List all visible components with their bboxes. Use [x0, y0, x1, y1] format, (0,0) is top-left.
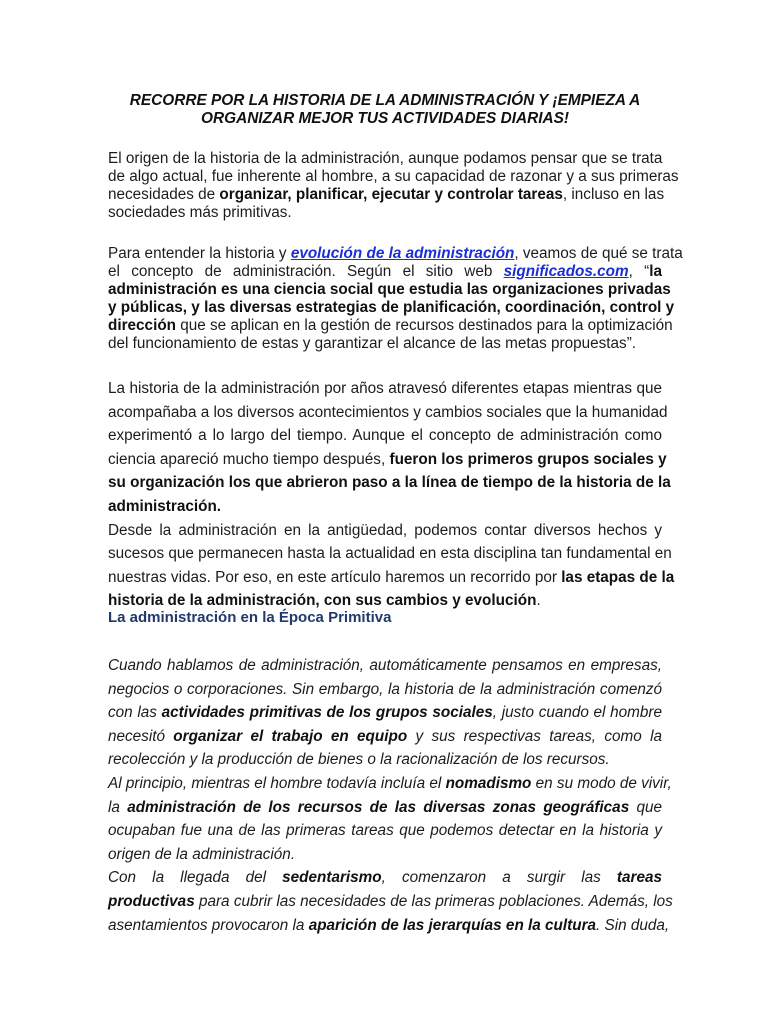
- text-line: Desde la administración en la antigüedad, podemos contar diversos hechos y: [108, 521, 662, 539]
- bold-text: tareas: [616, 869, 662, 887]
- text-line: sucesos que permanecen hasta la actualidad en esta disciplina tan fundamental en: [108, 545, 672, 563]
- significados-link[interactable]: significados.com: [503, 263, 629, 280]
- text-line: Al principio, mientras el hombre todavía incluía el nomadismo en su modo de vivir,: [108, 774, 672, 792]
- text-line: sociedades más primitivas.: [108, 204, 292, 221]
- intro-paragraph: [108, 150, 679, 222]
- bold-text: actividades primitivas de los grupos sociales: [161, 704, 493, 722]
- text-line: negocios o corporaciones. Sin embargo, la historia de la administración comenzó: [108, 680, 662, 698]
- text-line: [108, 281, 671, 299]
- text-line: dirección que se aplican en la gestión de recursos destinados para la optimización: [108, 317, 673, 334]
- text-line: necesidades de organizar, planificar, ejecutar y controlar tareas, incluso en las: [108, 186, 665, 203]
- bold-text: administración.: [108, 497, 222, 515]
- text-line: ciencia apareció mucho tiempo después, fueron los primeros grupos sociales y: [108, 450, 667, 468]
- text-line: Cuando hablamos de administración, automáticamente pensamos en empresas,: [108, 657, 662, 674]
- bold-text: nomadismo: [445, 774, 532, 792]
- text-line: de algo actual, fue inherente al hombre, a su capacidad de razonar y a sus primeras: [108, 168, 679, 185]
- bold-text: administración es una ciencia social que estudia las organizaciones privadas: [108, 281, 671, 298]
- text-line: con las actividades primitivas de los grupos sociales, justo cuando el hombre: [108, 704, 663, 722]
- text-line: la administración de los recursos de las diversas zonas geográficas que: [108, 798, 663, 816]
- bold-text: fueron los primeros grupos sociales y: [389, 450, 667, 468]
- text-line: experimentó a lo largo del tiempo. Aunque el concepto de administración como: [108, 427, 662, 445]
- bold-text: administración de los recursos de las diversas zonas geográficas: [127, 798, 630, 816]
- text-line: asentamientos provocaron la aparición de las jerarquías en la cultura. Sin duda,: [108, 916, 670, 934]
- history-paragraph: [108, 377, 675, 613]
- title-line: RECORRE POR LA HISTORIA DE LA ADMINISTRACIÓN Y ¡EMPIEZA A: [129, 92, 641, 109]
- text-line: necesitó organizar el trabajo en equipo y sus respectivas tareas, como la: [108, 727, 662, 745]
- text-line: Para entender la historia y evolución de la administración, veamos de qué se trata: [108, 245, 683, 262]
- text-line: del funcionamiento de estas y garantizar el alcance de las metas propuestas”.: [108, 335, 637, 352]
- text-line: el concepto de administración. Según el sitio web significados.com, “la: [108, 263, 662, 280]
- bold-text: aparición de las jerarquías en la cultura: [308, 916, 597, 934]
- text-line: origen de la administración.: [108, 845, 296, 863]
- text-line: El origen de la historia de la administración, aunque podamos pensar que se trata: [108, 150, 663, 167]
- text-line: nuestras vidas. Por eso, en este artículo haremos un recorrido por las etapas de la: [108, 568, 675, 586]
- text-line: recolección y la producción de bienes o la racionalización de los recursos.: [108, 751, 610, 769]
- bold-text: su organización los que abrieron paso a la línea de tiempo de la historia de la: [108, 474, 671, 492]
- document-title: [108, 92, 662, 128]
- bold-text: organizar el trabajo en equipo: [173, 727, 408, 745]
- bold-text: sedentarismo: [282, 869, 382, 887]
- text-line: productivas para cubrir las necesidades de las primeras poblaciones. Además, los: [108, 892, 673, 910]
- text-line: Con la llegada del sedentarismo, comenzaron a surgir las tareas: [108, 869, 662, 887]
- bold-text: las etapas de la: [561, 568, 675, 586]
- text-line: La historia de la administración por años atravesó diferentes etapas mientras que: [108, 380, 662, 397]
- bold-text: dirección: [108, 317, 177, 334]
- text-line: [108, 471, 671, 495]
- title-line: ORGANIZAR MEJOR TUS ACTIVIDADES DIARIAS!: [201, 110, 569, 127]
- bold-text: y públicas, y las diversas estrategias de planificación, coordinación, control y: [108, 299, 675, 316]
- text-line: [108, 495, 662, 519]
- evolution-link[interactable]: evolución de la administración: [290, 245, 515, 262]
- bold-text: productivas: [108, 892, 195, 910]
- text-line: [108, 299, 675, 317]
- bold-text: organizar, planificar, ejecutar y controlar tareas: [219, 186, 563, 203]
- section-heading: La administración en la Época Primitiva: [108, 609, 392, 626]
- text-line: historia de la administración, con sus cambios y evolución.: [108, 592, 541, 610]
- text-line: acompañaba a los diversos acontecimientos y cambios sociales que la humanidad: [108, 403, 668, 421]
- text-line: ocupaban fue una de las primeras tareas que podemos detectar en la historia y: [108, 822, 662, 840]
- bold-text: historia de la administración, con sus cambios y evolución: [108, 592, 537, 610]
- definition-paragraph: [108, 245, 683, 353]
- primitive-era-paragraph: [108, 654, 673, 937]
